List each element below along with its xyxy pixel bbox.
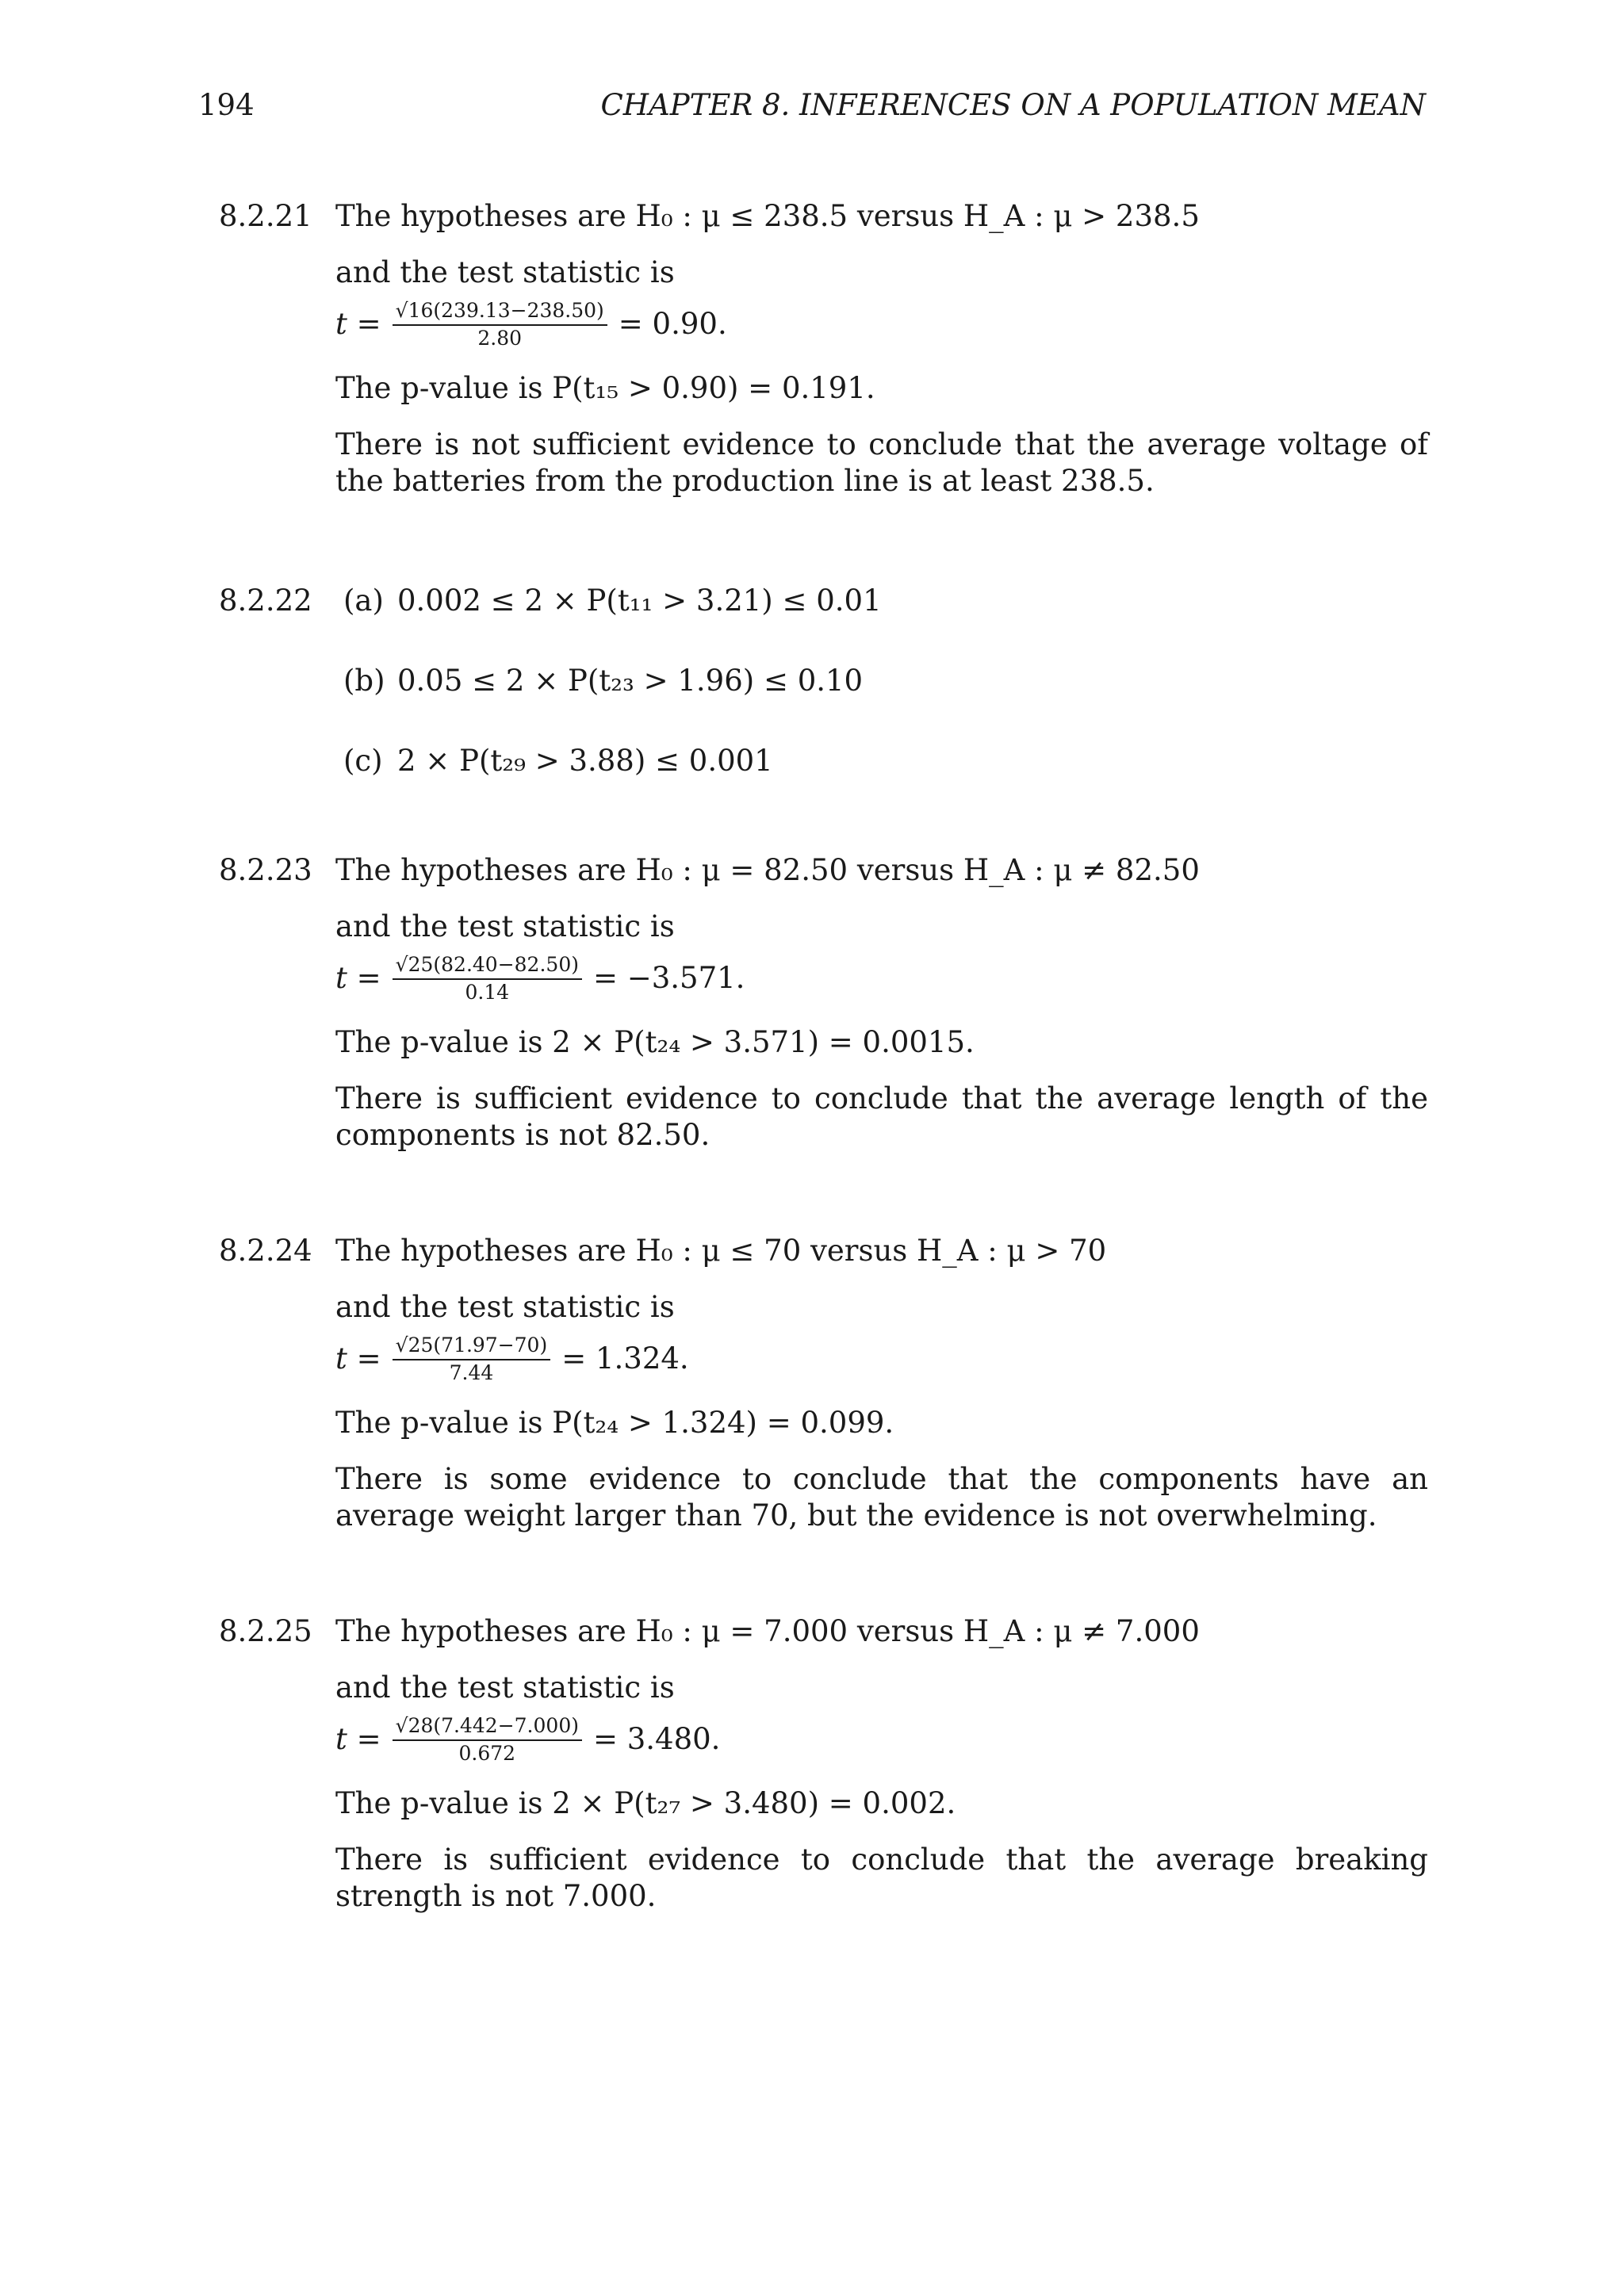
t-symbol: t: [335, 1722, 347, 1757]
test-statistic-formula: t = $\frac{√28(7.442-7.000)}{0.672}$ = 3.480.: [335, 1713, 721, 1765]
conclusion: There is sufficient evidence to conclude that the average breaking strength is not 7.000.: [335, 1842, 1428, 1913]
fraction: [393, 1715, 582, 1766]
fraction-denominator: 7.44: [449, 1360, 494, 1384]
test-statistic-formula: t = $\frac{√25(82.40-82.50)}{0.14}$ = −3.571.: [335, 952, 745, 1004]
part-expression: 2 × P(t₂₉ > 3.88) ≤ 0.001: [397, 744, 773, 778]
exercise-number: 8.2.25: [219, 1614, 312, 1648]
exercise-number: 8.2.22: [219, 584, 312, 618]
fraction: [393, 1334, 551, 1385]
p-value: The p-value is 2 × P(t₂₄ > 3.571) = 0.0015.: [335, 1024, 975, 1059]
fraction-numerator: √16(239.13−238.50): [393, 300, 607, 326]
exercise-number: 8.2.24: [219, 1234, 312, 1268]
test-statistic-value: = 1.324.: [561, 1341, 689, 1376]
fraction-numerator: √25(71.97−70): [393, 1334, 551, 1360]
part-label: (b): [343, 664, 385, 698]
t-symbol: t: [335, 307, 347, 342]
hypotheses: The hypotheses are H₀ : μ ≤ 238.5 versus H_A : μ > 238.5: [335, 199, 1200, 233]
exercise-body: [335, 852, 1428, 1154]
running-title: CHAPTER 8. INFERENCES ON A POPULATION MEAN: [600, 88, 1426, 122]
hypotheses: The hypotheses are H₀ : μ = 7.000 versus H_A : μ ≠ 7.000: [335, 1614, 1200, 1648]
part-label: (c): [343, 744, 383, 778]
test-statistic-value: = 0.90.: [618, 307, 727, 342]
fraction-numerator: √25(82.40−82.50): [393, 954, 582, 980]
t-symbol: t: [335, 1341, 347, 1376]
fraction-numerator: √28(7.442−7.000): [393, 1715, 582, 1741]
p-value: The p-value is 2 × P(t₂₇ > 3.480) = 0.002.: [335, 1785, 956, 1820]
conclusion: There is some evidence to conclude that the components have an average weight larger than 70, but the evidence is not overwhelming.: [335, 1461, 1428, 1533]
test-statistic-value: = 3.480.: [592, 1722, 721, 1757]
part-a: [335, 583, 1428, 622]
part-c: [335, 743, 1428, 783]
exercise-body: [335, 583, 1428, 823]
exercise-number: 8.2.21: [219, 199, 312, 233]
statistic-intro: and the test statistic is: [335, 255, 675, 290]
hypotheses: The hypotheses are H₀ : μ ≤ 70 versus H_A : μ > 70: [335, 1234, 1107, 1268]
p-value: The p-value is P(t₂₄ > 1.324) = 0.099.: [335, 1405, 894, 1440]
t-symbol: t: [335, 961, 347, 996]
part-expression: 0.05 ≤ 2 × P(t₂₃ > 1.96) ≤ 0.10: [397, 664, 864, 698]
exercise-body: [335, 1613, 1428, 1915]
hypotheses: The hypotheses are H₀ : μ = 82.50 versus H_A : μ ≠ 82.50: [335, 853, 1200, 887]
page-header: [198, 87, 1426, 127]
conclusion: There is sufficient evidence to conclude that the average length of the components is not 82.50.: [335, 1081, 1428, 1152]
exercise-number: 8.2.23: [219, 853, 312, 887]
part-b: [335, 663, 1428, 702]
exercise-body: [335, 198, 1428, 499]
part-label: (a): [343, 584, 384, 618]
fraction: [393, 954, 582, 1004]
fraction: [393, 300, 607, 350]
statistic-intro: and the test statistic is: [335, 1290, 675, 1325]
test-statistic-formula: t = $\frac{√25(71.97-70)}{7.44}$ = 1.324.: [335, 1333, 689, 1384]
page-number: 194: [198, 88, 255, 122]
exercise-body: [335, 1233, 1428, 1534]
fraction-denominator: 2.80: [477, 326, 523, 350]
fraction-denominator: 0.14: [465, 980, 510, 1004]
part-expression: 0.002 ≤ 2 × P(t₁₁ > 3.21) ≤ 0.01: [397, 584, 882, 618]
fraction-denominator: 0.672: [458, 1741, 516, 1765]
statistic-intro: and the test statistic is: [335, 909, 675, 944]
p-value: The p-value is P(t₁₅ > 0.90) = 0.191.: [335, 370, 875, 405]
test-statistic-value: = −3.571.: [592, 961, 745, 996]
statistic-intro: and the test statistic is: [335, 1670, 675, 1705]
test-statistic-formula: t = $\frac{√16(239.13-238.50)}{2.80}$ = 0.90.: [335, 298, 727, 350]
conclusion: There is not sufficient evidence to conclude that the average voltage of the batteries from the production line is at least 238.5.: [335, 427, 1428, 498]
